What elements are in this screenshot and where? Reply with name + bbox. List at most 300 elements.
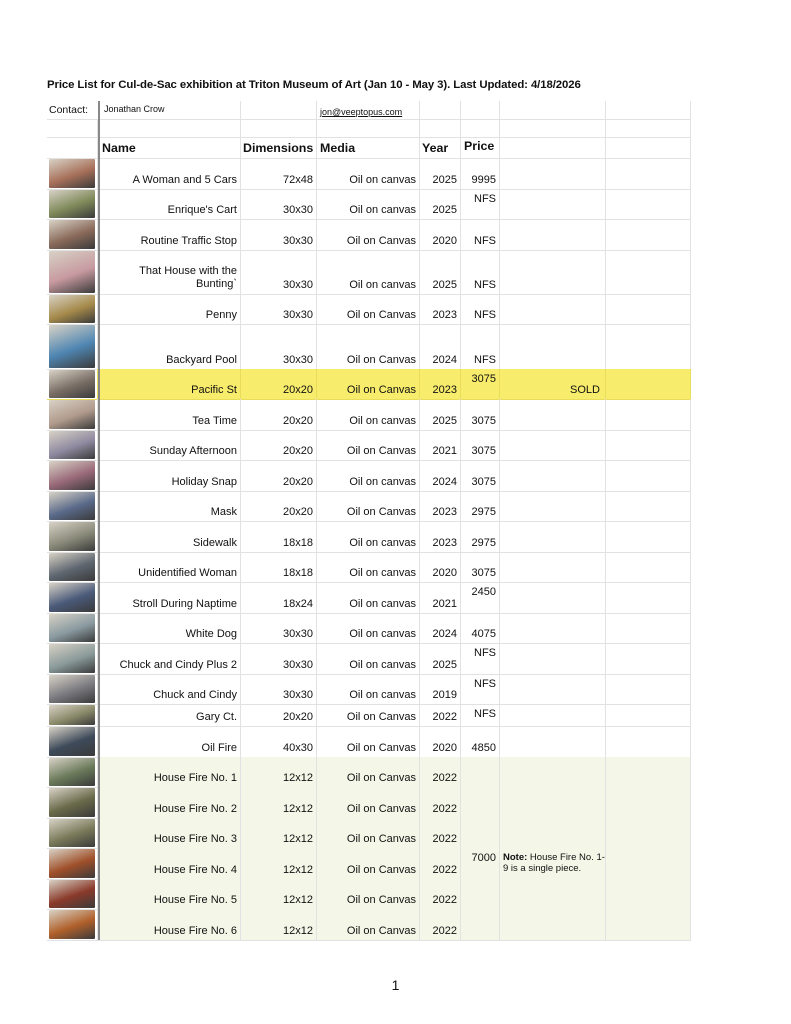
artwork-media: Oil on Canvas <box>346 309 416 321</box>
cell-col-5 <box>461 324 500 369</box>
cell-col-2 <box>241 848 317 879</box>
cell-col-1 <box>98 726 241 757</box>
cell-col-5 <box>461 189 500 219</box>
artwork-year: 2024 <box>432 476 457 488</box>
cell-col-0 <box>47 704 98 726</box>
cell-col-6 <box>500 552 606 582</box>
cell-col-4 <box>420 521 461 552</box>
artwork-dimensions: 30x30 <box>283 628 313 640</box>
artwork-price: NFS <box>474 647 496 659</box>
artwork-thumbnail[interactable] <box>49 400 95 429</box>
cell-col-3 <box>317 879 420 909</box>
artwork-dimensions: 40x30 <box>283 742 313 754</box>
artwork-media: Oil on Canvas <box>346 833 416 845</box>
artwork-dimensions: 20x20 <box>283 384 313 396</box>
cell-col-7 <box>606 848 691 879</box>
cell-col-3 <box>317 848 420 879</box>
cell-col-4 <box>420 582 461 613</box>
artwork-dimensions: 30x30 <box>283 309 313 321</box>
cell-col-0 <box>47 294 98 324</box>
artwork-name: House Fire No. 4 <box>153 864 237 876</box>
cell-col-7 <box>606 643 691 674</box>
cell-col-0 <box>47 879 98 909</box>
artwork-year: 2021 <box>432 445 457 457</box>
cell-col-2 <box>241 137 317 158</box>
cell-col-6 <box>500 250 606 294</box>
cell-col-4 <box>420 101 461 119</box>
cell-col-4 <box>420 189 461 219</box>
table-row <box>47 250 691 295</box>
artwork-year: 2023 <box>432 309 457 321</box>
artwork-year: 2022 <box>432 833 457 845</box>
artwork-dimensions: 30x30 <box>283 279 313 291</box>
artwork-dimensions: 20x20 <box>283 711 313 723</box>
artwork-price: 4075 <box>471 628 496 640</box>
artwork-name: Sidewalk <box>192 537 237 549</box>
cell-col-4 <box>420 818 461 848</box>
table-row <box>47 726 691 758</box>
cell-col-7 <box>606 726 691 757</box>
cell-col-6 <box>500 399 606 430</box>
cell-col-5 <box>461 119 500 137</box>
contact-row <box>47 101 691 120</box>
cell-col-5 <box>461 294 500 324</box>
artwork-media: Oil on Canvas <box>346 925 416 937</box>
cell-col-6 <box>500 704 606 726</box>
artwork-year: 2025 <box>432 279 457 291</box>
artwork-name: Tea Time <box>192 415 237 427</box>
artwork-year: 2025 <box>432 174 457 186</box>
cell-col-5 <box>461 399 500 430</box>
cell-col-4 <box>420 430 461 460</box>
cell-col-2 <box>241 757 317 787</box>
cell-col-3 <box>317 324 420 369</box>
artwork-year: 2019 <box>432 689 457 701</box>
sold-badge: SOLD <box>570 384 600 396</box>
cell-col-2 <box>241 613 317 643</box>
cell-col-0 <box>47 460 98 491</box>
artwork-thumbnail[interactable] <box>49 705 95 725</box>
artwork-price: 2975 <box>471 537 496 549</box>
cell-col-4 <box>420 399 461 430</box>
artwork-dimensions: 30x30 <box>283 235 313 247</box>
artwork-dimensions: 30x30 <box>283 689 313 701</box>
cell-col-4 <box>420 909 461 940</box>
artwork-dimensions: 12x12 <box>283 864 313 876</box>
cell-col-0 <box>47 430 98 460</box>
artwork-year: 2022 <box>432 925 457 937</box>
table-row <box>47 757 691 788</box>
cell-col-2 <box>241 521 317 552</box>
artwork-year: 2022 <box>432 803 457 815</box>
cell-col-6 <box>500 369 606 399</box>
artwork-name: Backyard Pool <box>166 354 237 366</box>
artwork-price: NFS <box>474 354 496 366</box>
artwork-name: Oil Fire <box>201 742 237 754</box>
cell-col-6 <box>500 137 606 158</box>
artwork-thumbnail[interactable] <box>49 644 95 673</box>
cell-col-3 <box>317 399 420 430</box>
cell-col-5 <box>461 613 500 643</box>
artwork-name: House Fire No. 5 <box>153 894 237 906</box>
artwork-thumbnail[interactable] <box>49 522 95 551</box>
cell-col-5 <box>461 879 500 909</box>
artwork-year: 2022 <box>432 894 457 906</box>
cell-col-6 <box>500 909 606 940</box>
cell-col-2 <box>241 787 317 818</box>
artwork-price: 3075 <box>471 373 496 385</box>
cell-col-3 <box>317 491 420 521</box>
artwork-media: Oil on Canvas <box>346 506 416 518</box>
artwork-dimensions: 30x30 <box>283 204 313 216</box>
cell-col-1 <box>98 552 241 582</box>
artwork-price: 3075 <box>471 476 496 488</box>
cell-col-7 <box>606 460 691 491</box>
artwork-price: 2450 <box>471 586 496 598</box>
artwork-thumbnail[interactable] <box>49 431 95 459</box>
artwork-year: 2024 <box>432 354 457 366</box>
cell-col-3 <box>317 521 420 552</box>
artwork-year: 2020 <box>432 567 457 579</box>
cell-col-7 <box>606 294 691 324</box>
cell-col-0 <box>47 643 98 674</box>
artwork-name: Pacific St <box>191 384 237 396</box>
cell-col-6 <box>500 430 606 460</box>
cell-col-4 <box>420 704 461 726</box>
artwork-media: Oil on canvas <box>349 279 416 291</box>
cell-col-3 <box>317 460 420 491</box>
cell-col-2 <box>241 369 317 399</box>
cell-col-1 <box>98 460 241 491</box>
table-row <box>47 430 691 461</box>
header-media: Media <box>320 141 356 155</box>
cell-col-1 <box>98 119 241 137</box>
table-row <box>47 879 691 910</box>
header-name: Name <box>102 141 136 155</box>
cell-col-6 <box>500 324 606 369</box>
artwork-name: Mask <box>210 506 237 518</box>
artwork-thumbnail[interactable] <box>49 758 95 786</box>
cell-col-2 <box>241 726 317 757</box>
cell-col-2 <box>241 674 317 704</box>
artwork-year: 2020 <box>432 235 457 247</box>
cell-col-1 <box>98 369 241 399</box>
cell-col-4 <box>420 787 461 818</box>
artwork-thumbnail[interactable] <box>49 583 95 612</box>
header-price: Price <box>464 139 495 153</box>
artwork-year: 2023 <box>432 506 457 518</box>
cell-col-4 <box>420 491 461 521</box>
cell-col-6 <box>500 726 606 757</box>
artwork-thumbnail[interactable] <box>49 614 95 642</box>
artwork-thumbnail[interactable] <box>49 190 95 218</box>
cell-col-6 <box>500 101 606 119</box>
artwork-name: House Fire No. 1 <box>153 772 237 784</box>
artwork-dimensions: 20x20 <box>283 415 313 427</box>
cell-col-5 <box>461 137 500 158</box>
cell-col-1 <box>98 189 241 219</box>
artwork-thumbnail[interactable] <box>49 220 95 249</box>
cell-col-6 <box>500 818 606 848</box>
cell-col-1 <box>98 704 241 726</box>
header-dimensions: Dimensions <box>243 141 314 155</box>
artwork-media: Oil on canvas <box>349 689 416 701</box>
cell-col-6 <box>500 119 606 137</box>
artwork-media: Oil on Canvas <box>346 445 416 457</box>
contact-name: Jonathan Crow <box>104 104 165 114</box>
cell-col-2 <box>241 219 317 250</box>
artwork-year: 2024 <box>432 628 457 640</box>
cell-col-2 <box>241 324 317 369</box>
table-row <box>47 521 691 553</box>
cell-col-3 <box>317 219 420 250</box>
artwork-thumbnail[interactable] <box>49 370 95 398</box>
cell-col-7 <box>606 818 691 848</box>
cell-col-3 <box>317 757 420 787</box>
cell-col-5 <box>461 848 500 879</box>
cell-col-5 <box>461 460 500 491</box>
artwork-thumbnail[interactable] <box>49 492 95 520</box>
artwork-thumbnail[interactable] <box>49 553 95 581</box>
cell-col-0 <box>47 219 98 250</box>
artwork-name: Chuck and Cindy <box>153 689 237 701</box>
cell-col-0 <box>47 250 98 294</box>
artwork-media: Oil on Canvas <box>346 894 416 906</box>
artwork-name: Enrique's Cart <box>167 204 237 216</box>
artwork-dimensions: 72x48 <box>283 174 313 186</box>
artwork-price: 4850 <box>471 742 496 754</box>
table-row <box>47 189 691 220</box>
contact-label: Contact: <box>49 104 89 116</box>
cell-col-0 <box>47 909 98 940</box>
cell-col-1 <box>98 787 241 818</box>
artwork-year: 2025 <box>432 415 457 427</box>
cell-col-2 <box>241 704 317 726</box>
artwork-dimensions: 30x30 <box>283 354 313 366</box>
artwork-thumbnail[interactable] <box>49 295 95 323</box>
cell-col-1 <box>98 818 241 848</box>
cell-col-1 <box>98 521 241 552</box>
cell-col-2 <box>241 818 317 848</box>
artwork-dimensions: 20x20 <box>283 476 313 488</box>
cell-col-7 <box>606 704 691 726</box>
artwork-media: Oil on Canvas <box>346 235 416 247</box>
cell-col-7 <box>606 250 691 294</box>
cell-col-6 <box>500 757 606 787</box>
cell-col-1 <box>98 430 241 460</box>
cell-col-5 <box>461 704 500 726</box>
artwork-media: Oil on canvas <box>349 537 416 549</box>
page-number: 1 <box>391 977 400 993</box>
cell-col-5 <box>461 101 500 119</box>
artwork-year: 2025 <box>432 659 457 671</box>
artwork-year: 2022 <box>432 772 457 784</box>
cell-col-4 <box>420 294 461 324</box>
cell-col-5 <box>461 219 500 250</box>
cell-col-0 <box>47 119 98 137</box>
cell-col-0 <box>47 399 98 430</box>
table-row <box>47 582 691 614</box>
cell-col-3 <box>317 552 420 582</box>
cell-col-7 <box>606 430 691 460</box>
artwork-name: Chuck and Cindy Plus 2 <box>119 659 237 671</box>
artwork-dimensions: 12x12 <box>283 925 313 937</box>
cell-col-3 <box>317 726 420 757</box>
cell-col-3 <box>317 674 420 704</box>
cell-col-6 <box>500 189 606 219</box>
cell-col-0 <box>47 848 98 879</box>
contact-email-link[interactable]: jon@veeptopus.com <box>320 107 403 117</box>
cell-col-7 <box>606 399 691 430</box>
cell-col-7 <box>606 582 691 613</box>
cell-col-0 <box>47 787 98 818</box>
table-row <box>47 704 691 727</box>
table-row <box>47 613 691 644</box>
cell-col-2 <box>241 582 317 613</box>
artwork-dimensions: 12x12 <box>283 833 313 845</box>
cell-col-1 <box>98 491 241 521</box>
artwork-thumbnail[interactable] <box>49 880 95 908</box>
cell-col-3 <box>317 250 420 294</box>
cell-col-2 <box>241 491 317 521</box>
artwork-year: 2023 <box>432 384 457 396</box>
cell-col-7 <box>606 119 691 137</box>
table-row <box>47 324 691 370</box>
cell-col-3 <box>317 787 420 818</box>
cell-col-5 <box>461 818 500 848</box>
artwork-dimensions: 20x20 <box>283 445 313 457</box>
header-year: Year <box>422 141 449 155</box>
artwork-price: NFS <box>474 279 496 291</box>
cell-col-7 <box>606 552 691 582</box>
cell-col-2 <box>241 250 317 294</box>
cell-col-4 <box>420 137 461 158</box>
cell-col-5 <box>461 491 500 521</box>
artwork-media: Oil on Canvas <box>346 803 416 815</box>
cell-col-0 <box>47 324 98 369</box>
cell-col-7 <box>606 757 691 787</box>
artwork-media: Oil on Canvas <box>346 772 416 784</box>
artwork-dimensions: 12x12 <box>283 772 313 784</box>
cell-col-0 <box>47 613 98 643</box>
cell-col-0 <box>47 189 98 219</box>
cell-col-4 <box>420 643 461 674</box>
table-row <box>47 369 691 400</box>
cell-col-1 <box>98 399 241 430</box>
artwork-thumbnail[interactable] <box>49 910 95 939</box>
blank-row <box>47 119 691 138</box>
cell-col-5 <box>461 158 500 189</box>
cell-col-4 <box>420 158 461 189</box>
artwork-thumbnail[interactable] <box>49 159 95 188</box>
artwork-year: 2022 <box>432 711 457 723</box>
artwork-thumbnail[interactable] <box>49 727 95 756</box>
artwork-media: Oil on canvas <box>349 628 416 640</box>
artwork-price: 9995 <box>471 174 496 186</box>
artwork-thumbnail[interactable] <box>49 675 95 703</box>
cell-col-1 <box>98 158 241 189</box>
cell-col-2 <box>241 189 317 219</box>
cell-col-1 <box>98 909 241 940</box>
cell-col-0 <box>47 757 98 787</box>
artwork-media: Oil on Canvas <box>346 384 416 396</box>
cell-col-1 <box>98 613 241 643</box>
artwork-media: Oil on Canvas <box>346 711 416 723</box>
artwork-media: Oil on canvas <box>349 598 416 610</box>
table-row <box>47 818 691 849</box>
cell-col-5 <box>461 726 500 757</box>
cell-col-2 <box>241 158 317 189</box>
cell-col-0 <box>47 818 98 848</box>
artwork-thumbnail[interactable] <box>49 325 95 368</box>
cell-col-2 <box>241 552 317 582</box>
cell-col-6 <box>500 521 606 552</box>
cell-col-6 <box>500 582 606 613</box>
table-row <box>47 787 691 819</box>
cell-col-6 <box>500 674 606 704</box>
cell-col-0 <box>47 369 98 399</box>
cell-col-4 <box>420 674 461 704</box>
artwork-media: Oil on canvas <box>349 659 416 671</box>
cell-col-2 <box>241 101 317 119</box>
cell-col-7 <box>606 674 691 704</box>
cell-col-7 <box>606 787 691 818</box>
cell-col-5 <box>461 757 500 787</box>
cell-col-3 <box>317 137 420 158</box>
note-body: House Fire No. 1-9 is a single piece. <box>503 852 605 874</box>
artwork-media: Oil on canvas <box>349 204 416 216</box>
artwork-thumbnail[interactable] <box>49 819 95 847</box>
cell-col-7 <box>606 491 691 521</box>
artwork-dimensions: 12x12 <box>283 803 313 815</box>
cell-col-2 <box>241 430 317 460</box>
cell-col-0 <box>47 521 98 552</box>
artwork-year: 2022 <box>432 864 457 876</box>
artwork-media: Oil on canvas <box>349 174 416 186</box>
artwork-thumbnail[interactable] <box>49 849 95 878</box>
artwork-thumbnail[interactable] <box>49 461 95 490</box>
artwork-thumbnail[interactable] <box>49 788 95 817</box>
cell-col-7 <box>606 137 691 158</box>
cell-col-7 <box>606 879 691 909</box>
cell-col-3 <box>317 704 420 726</box>
cell-col-1 <box>98 757 241 787</box>
table-row <box>47 643 691 675</box>
cell-col-6 <box>500 460 606 491</box>
artwork-name: A Woman and 5 Cars <box>132 174 237 186</box>
cell-col-4 <box>420 219 461 250</box>
artwork-dimensions: 12x12 <box>283 894 313 906</box>
cell-col-7 <box>606 158 691 189</box>
artwork-year: 2023 <box>432 537 457 549</box>
artwork-name: House Fire No. 6 <box>153 925 237 937</box>
cell-col-7 <box>606 219 691 250</box>
cell-col-3 <box>317 430 420 460</box>
artwork-year: 2025 <box>432 204 457 216</box>
artwork-year: 2021 <box>432 598 457 610</box>
cell-col-4 <box>420 613 461 643</box>
artwork-thumbnail[interactable] <box>49 251 95 293</box>
artwork-price: NFS <box>474 678 496 690</box>
cell-col-5 <box>461 250 500 294</box>
cell-col-3 <box>317 613 420 643</box>
cell-col-0 <box>47 674 98 704</box>
cell-col-6 <box>500 294 606 324</box>
cell-col-6 <box>500 613 606 643</box>
artwork-price: 3075 <box>471 567 496 579</box>
cell-col-4 <box>420 726 461 757</box>
cell-col-3 <box>317 158 420 189</box>
